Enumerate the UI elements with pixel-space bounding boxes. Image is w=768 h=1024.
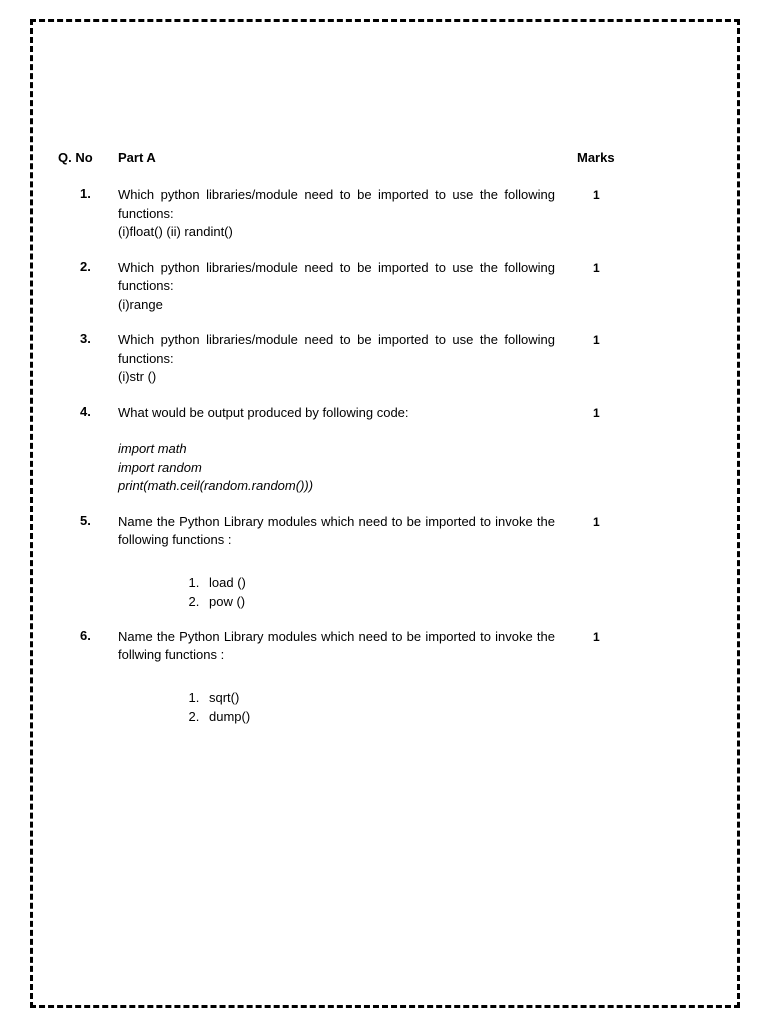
list-item: 2. dump() xyxy=(203,707,555,726)
function-list xyxy=(118,688,555,726)
question-number: 2. xyxy=(80,258,91,274)
question-number: 5. xyxy=(80,512,91,528)
question-detail: (i)float() (ii) randint() xyxy=(118,224,233,239)
question-body xyxy=(118,186,555,242)
question-marks: 1 xyxy=(593,629,600,644)
question-body xyxy=(118,259,555,315)
marks-header: Marks xyxy=(577,150,615,165)
question-detail: (i)str () xyxy=(118,369,157,384)
question-6 xyxy=(58,628,638,726)
question-text: Which python libraries/module need to be imported to use the following functions: xyxy=(118,332,555,366)
question-5 xyxy=(58,513,638,611)
question-text: What would be output produced by following code: xyxy=(118,404,409,420)
function-list xyxy=(118,573,555,611)
table-header xyxy=(58,150,638,186)
code-line: import random xyxy=(118,459,202,475)
list-item: 2. pow () xyxy=(203,592,555,611)
part-header: Part A xyxy=(118,150,156,165)
question-body xyxy=(118,628,555,726)
question-detail: (i)range xyxy=(118,296,163,312)
code-line: import math xyxy=(118,441,187,456)
question-marks: 1 xyxy=(593,188,600,202)
question-text: Which python libraries/module need to be imported to use the following functions: xyxy=(118,187,555,221)
question-1 xyxy=(58,186,638,242)
question-marks: 1 xyxy=(593,333,600,347)
code-block xyxy=(118,440,555,496)
list-item: 1. sqrt() xyxy=(203,688,555,707)
question-number: 3. xyxy=(80,331,91,346)
question-body xyxy=(118,513,555,611)
question-body xyxy=(118,404,555,496)
question-text: Name the Python Library modules which need to be imported to invoke the following functions : xyxy=(118,513,555,547)
question-3 xyxy=(58,331,638,387)
question-text: Which python libraries/module need to be imported to use the following functions: xyxy=(118,259,555,293)
question-2 xyxy=(58,259,638,315)
question-marks: 1 xyxy=(593,514,600,529)
question-marks: 1 xyxy=(593,260,600,275)
question-marks: 1 xyxy=(593,405,600,420)
code-line: print(math.ceil(random.random())) xyxy=(118,478,314,493)
list-item: 1. load () xyxy=(203,573,555,592)
question-4 xyxy=(58,404,638,496)
qno-header: Q. No xyxy=(58,150,93,165)
question-body xyxy=(118,331,555,387)
question-text: Name the Python Library modules which need to be imported to invoke the follwing functions : xyxy=(118,628,555,662)
question-number: 6. xyxy=(80,627,91,643)
question-table xyxy=(58,150,638,743)
question-number: 4. xyxy=(80,403,91,419)
question-number: 1. xyxy=(80,186,91,201)
